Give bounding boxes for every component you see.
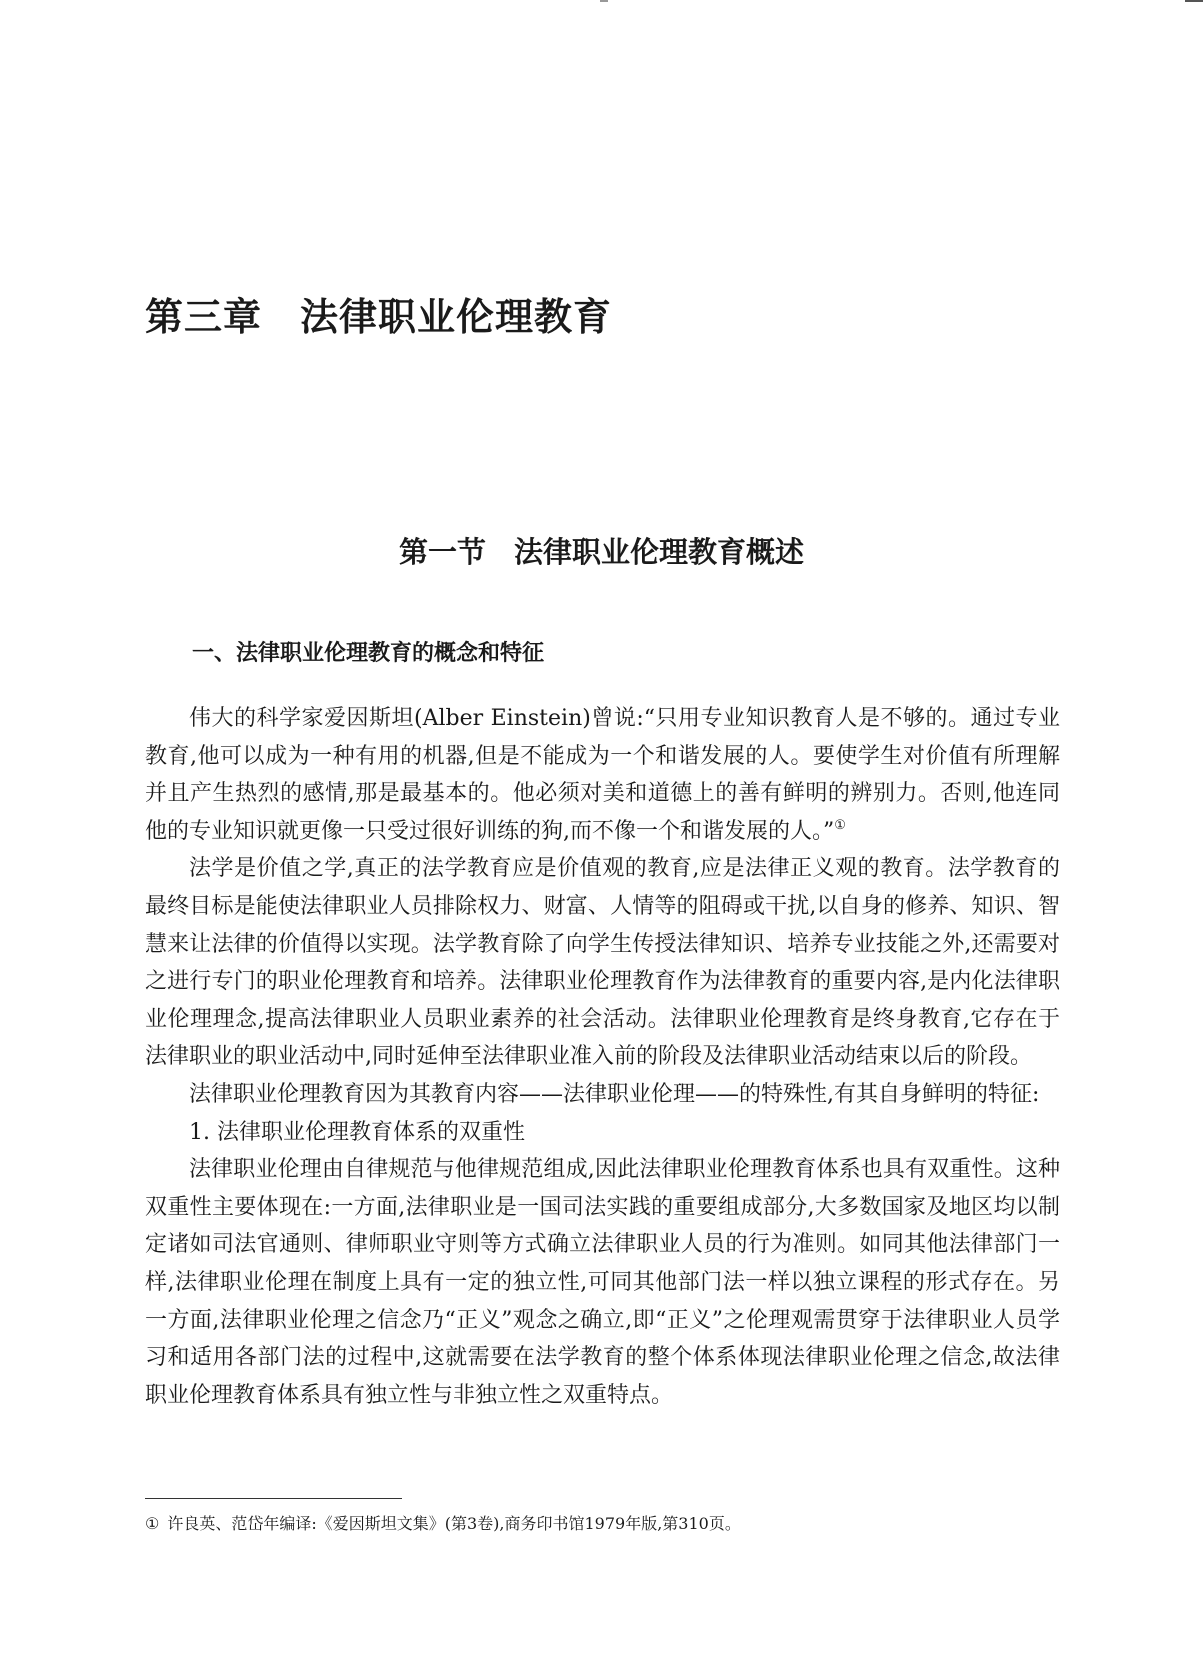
top-crop-mark: [600, 0, 608, 2]
footnote-text: 许良英、范岱年编译:《爱因斯坦文集》(第3卷),商务印书馆1979年版,第310页。: [167, 1514, 741, 1533]
chapter-title: [145, 286, 612, 341]
subsection-title: 一、法律职业伦理教育的概念和特征: [192, 640, 545, 666]
body-text: [145, 700, 1060, 1414]
chapter-number: 第三章: [145, 295, 263, 339]
section-title: [0, 530, 1203, 571]
section-number: 第一节: [398, 535, 486, 569]
paragraph-duality: 法律职业伦理由自律规范与他律规范组成,因此法律职业伦理教育体系也具有双重性。这种双重性主要体现在:一方面,法律职业是一国司法实践的重要组成部分,大多数国家及地区均以制定诸如司法官通则、律师职业守则等方式确立法律职业人员的行为准则。如同其他法律部门一样,法律职业伦理在制度上具有一定的独立性,可同其他部门法一样以独立课程的形式存在。另一方面,法律职业伦理之信念乃“正义”观念之确立,即“正义”之伦理观需贯穿于法律职业人员学习和适用各部门法的过程中,这就需要在法学教育的整个体系体现法律职业伦理之信念,故法律职业伦理教育体系具有独立性与非独立性之双重特点。: [145, 1157, 1060, 1408]
footnote: [145, 1511, 741, 1534]
footnote-reference-mark: ①: [834, 817, 846, 833]
paragraph-characteristics-intro: 法律职业伦理教育因为其教育内容——法律职业伦理——的特殊性,有其自身鲜明的特征:: [189, 1081, 1040, 1107]
top-right-crop-mark: [1185, 0, 1203, 2]
footnote-label: ①: [145, 1514, 160, 1533]
item-heading-duality: 1. 法律职业伦理教育体系的双重性: [189, 1119, 525, 1145]
footnote-divider: [145, 1498, 402, 1499]
paragraph-einstein-quote: [145, 700, 1060, 850]
section-name: 法律职业伦理教育概述: [514, 535, 805, 569]
paragraph-value-education: 法学是价值之学,真正的法学教育应是价值观的教育,应是法律正义观的教育。法学教育的最终目标是能使法律职业人员排除权力、财富、人情等的阻碍或干扰,以自身的修养、知识、智慧来让法律的价值得以实现。法学教育除了向学生传授法律知识、培养专业技能之外,还需要对之进行专门的职业伦理教育和培养。法律职业伦理教育作为法律教育的重要内容,是内化法律职业伦理理念,提高法律职业人员职业素养的社会活动。法律职业伦理教育是终身教育,它存在于法律职业的职业活动中,同时延伸至法律职业准入前的阶段及法律职业活动结束以后的阶段。: [145, 856, 1060, 1070]
chapter-name: 法律职业伦理教育: [300, 295, 613, 339]
paragraph-text: 伟大的科学家爱因斯坦(Alber Einstein)曾说:“只用专业知识教育人是不够的。通过专业教育,他可以成为一种有用的机器,但是不能成为一个和谐发展的人。要使学生对价值有所理解并且产生热烈的感情,那是最基本的。他必须对美和道德上的善有鲜明的辨别力。否则,他连同他的专业知识就更像一只受过很好训练的狗,而不像一个和谐发展的人。”: [145, 706, 1060, 844]
